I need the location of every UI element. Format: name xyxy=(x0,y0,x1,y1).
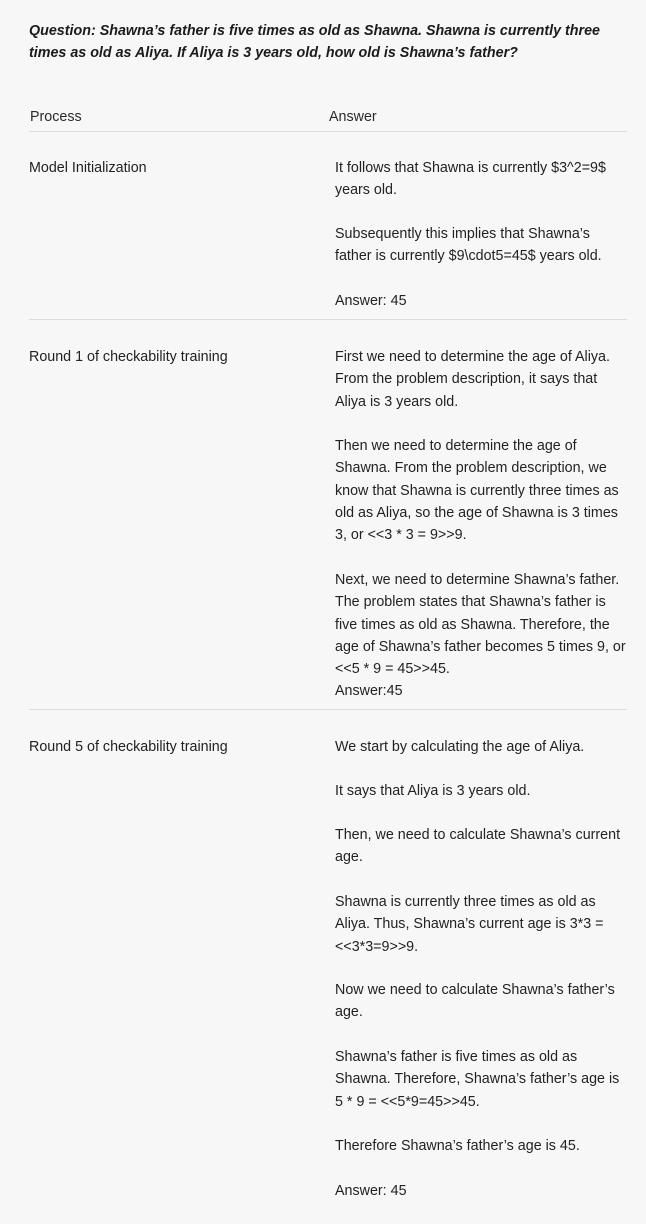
answer-paragraph: It says that Aliya is 3 years old. xyxy=(335,783,531,799)
answer-paragraph: Now we need to calculate Shawna’s father’s age. xyxy=(335,982,615,1021)
answer-paragraph: Answer:45 xyxy=(335,683,403,699)
process-cell: Model Initialization xyxy=(29,160,147,176)
answer-paragraph: Subsequently this implies that Shawna’s father is currently $9\cdot5=45$ years old. xyxy=(335,226,602,265)
answer-paragraph: Shawna’s father is five times as old as Shawna. Therefore, Shawna’s father’s age is 5 * 9 = <<5*9=45>>45. xyxy=(335,1049,620,1110)
answer-paragraph: Answer: 45 xyxy=(335,1183,407,1199)
process-cell: Round 5 of checkability training xyxy=(29,739,228,755)
table-header xyxy=(29,106,627,132)
answer-paragraph: Shawna is currently three times as old as Aliya. Thus, Shawna’s current age is 3*3 = <<3*3=9>>9. xyxy=(335,894,604,955)
answer-paragraph: Then we need to determine the age of Shawna. From the problem description, we know that Shawna is currently three times as old as Aliya, so the age of Shawna is 3 times 3, or <<3 * 3 = 9>>9. xyxy=(335,438,619,544)
table-row xyxy=(29,132,627,320)
answer-paragraph: Next, we need to determine Shawna’s father. The problem states that Shawna’s father is five times as old as Shawna. Therefore, the age of Shawna’s father becomes 5 times 9, or <<5 * 9 = 45>>45. xyxy=(335,572,626,678)
answer-paragraph: It follows that Shawna is currently $3^2=9$ years old. xyxy=(335,160,606,199)
answer-paragraph: Answer: 45 xyxy=(335,293,407,309)
process-cell: Round 1 of checkability training xyxy=(29,349,228,365)
comparison-table xyxy=(29,106,627,1210)
answer-paragraph: Therefore Shawna’s father’s age is 45. xyxy=(335,1138,580,1154)
table-row xyxy=(29,710,627,1210)
header-answer: Answer xyxy=(329,109,377,125)
question-text: Question: Shawna’s father is five times as old as Shawna. Shawna is currently three times as old as Aliya. If Aliya is 3 years old, how old is Shawna’s father? xyxy=(29,23,601,61)
answer-paragraph: Then, we need to calculate Shawna’s current age. xyxy=(335,827,621,866)
answer-paragraph: We start by calculating the age of Aliya. xyxy=(335,739,585,755)
answer-paragraph: First we need to determine the age of Aliya. From the problem description, it says that Aliya is 3 years old. xyxy=(335,349,610,410)
header-process: Process xyxy=(30,109,82,125)
table-row xyxy=(29,320,627,710)
